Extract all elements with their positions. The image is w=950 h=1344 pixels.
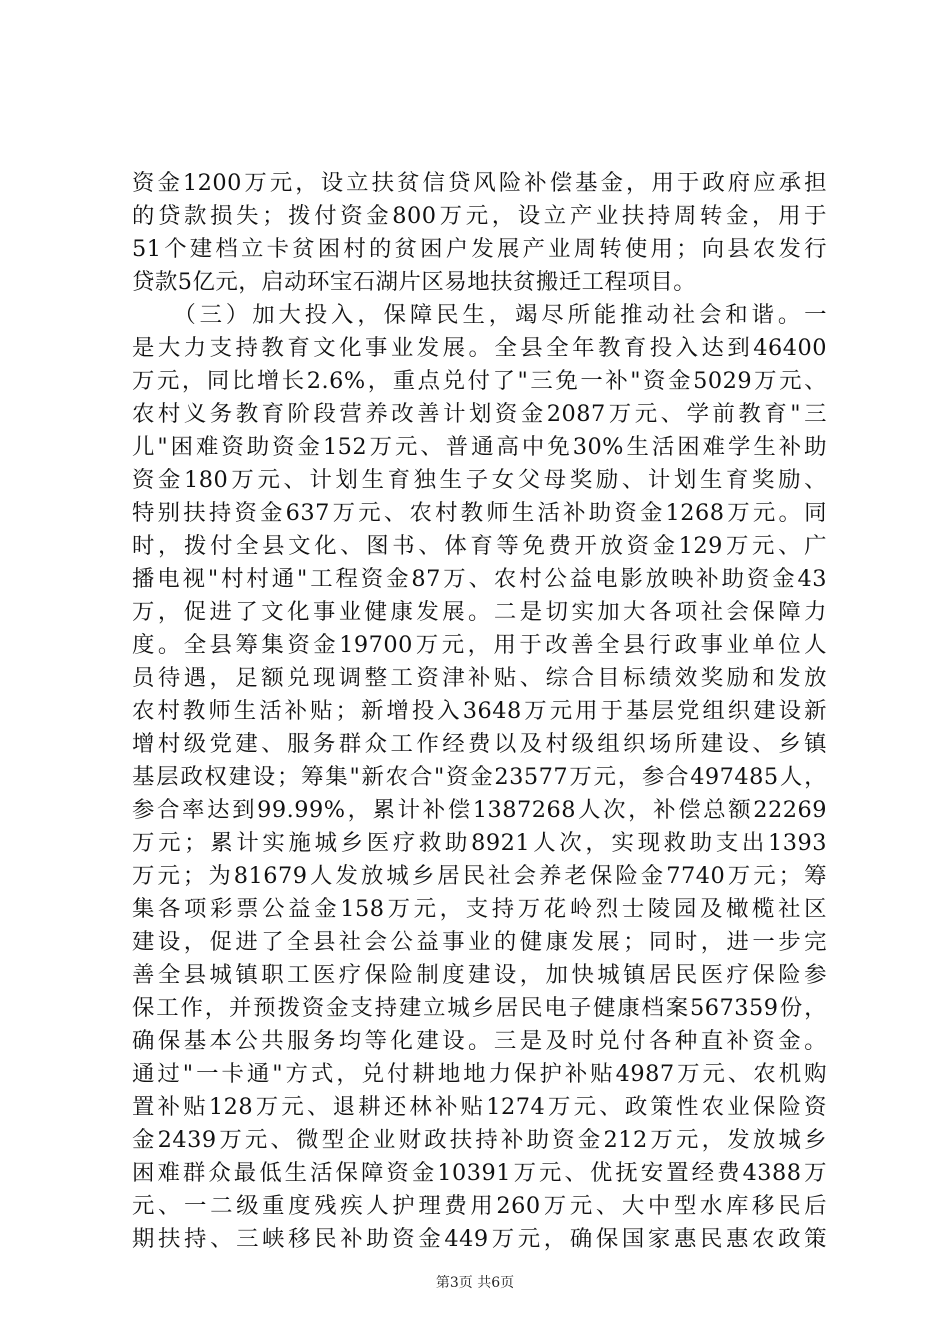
- text-line: 建设，促进了全县社会公益事业的健康发展；同时，进一步完: [132, 929, 827, 955]
- text-line: 通过"一卡通"方式，兑付耕地地力保护补贴4987万元、农机购: [132, 1061, 827, 1087]
- text-line: 资金1200万元，设立扶贫信贷风险补偿基金，用于政府应承担: [132, 170, 827, 196]
- text-line: 集各项彩票公益金158万元，支持万花岭烈士陵园及橄榄社区: [132, 896, 827, 922]
- text-line: 贷款5亿元，启动环宝石湖片区易地扶贫搬迁工程项目。: [132, 269, 697, 295]
- text-line: 的贷款损失；拨付资金800万元，设立产业扶持周转金，用于: [132, 203, 827, 229]
- text-line: 特别扶持资金637万元、农村教师生活补助资金1268万元。同: [132, 500, 827, 526]
- text-line: 增村级党建、服务群众工作经费以及村级组织场所建设、乡镇: [132, 731, 827, 757]
- text-line: 农村义务教育阶段营养改善计划资金2087万元、学前教育"三: [132, 401, 827, 427]
- text-line: 播电视"村村通"工程资金87万、农村公益电影放映补助资金43: [132, 566, 827, 592]
- text-line: 万元；为81679人发放城乡居民社会养老保险金7740万元；筹: [132, 863, 827, 889]
- text-line: 51个建档立卡贫困村的贫困户发展产业周转使用；向县农发行: [132, 236, 827, 262]
- text-line: 保工作，并预拨资金支持建立城乡居民电子健康档案567359份，: [132, 995, 827, 1021]
- text-line: 万，促进了文化事业健康发展。二是切实加大各项社会保障力: [132, 599, 827, 625]
- text-line: 参合率达到99.99%，累计补偿1387268人次，补偿总额22269: [132, 797, 827, 823]
- text-line: 金2439万元、微型企业财政扶持补助资金212万元，发放城乡: [132, 1127, 827, 1153]
- text-line: 善全县城镇职工医疗保险制度建设，加快城镇居民医疗保险参: [132, 962, 827, 988]
- text-line: 确保基本公共服务均等化建设。三是及时兑付各种直补资金。: [132, 1028, 827, 1054]
- text-line: 是大力支持教育文化事业发展。全县全年教育投入达到46400: [132, 335, 827, 361]
- text-line: 置补贴128万元、退耕还林补贴1274万元、政策性农业保险资: [132, 1094, 827, 1120]
- text-line: 万元，同比增长2.6%，重点兑付了"三免一补"资金5029万元、: [132, 368, 827, 394]
- body-text: [132, 167, 827, 1256]
- text-line: 困难群众最低生活保障资金10391万元、优抚安置经费4388万: [132, 1160, 827, 1186]
- text-line: 时，拨付全县文化、图书、体育等免费开放资金129万元、广: [132, 533, 827, 559]
- text-line: 期扶持、三峡移民补助资金449万元，确保国家惠民惠农政策: [132, 1226, 827, 1252]
- text-line: 元、一二级重度残疾人护理费用260万元、大中型水库移民后: [132, 1193, 827, 1219]
- text-line: 度。全县筹集资金19700万元，用于改善全县行政事业单位人: [132, 632, 827, 658]
- text-line: 农村教师生活补贴；新增投入3648万元用于基层党组织建设新: [132, 698, 827, 724]
- page-footer: 第3页 共6页: [435, 1275, 515, 1291]
- text-line: 资金180万元、计划生育独生子女父母奖励、计划生育奖励、: [132, 467, 827, 493]
- text-line: 员待遇，足额兑现调整工资津补贴、综合目标绩效奖励和发放: [132, 665, 827, 691]
- text-line: 儿"困难资助资金152万元、普通高中免30%生活困难学生补助: [132, 434, 827, 460]
- text-line: 万元；累计实施城乡医疗救助8921人次，实现救助支出1393: [132, 830, 827, 856]
- text-line: 基层政权建设；筹集"新农合"资金23577万元，参合497485人，: [132, 764, 827, 790]
- text-line: （三）加大投入，保障民生，竭尽所能推动社会和谐。一: [132, 302, 827, 328]
